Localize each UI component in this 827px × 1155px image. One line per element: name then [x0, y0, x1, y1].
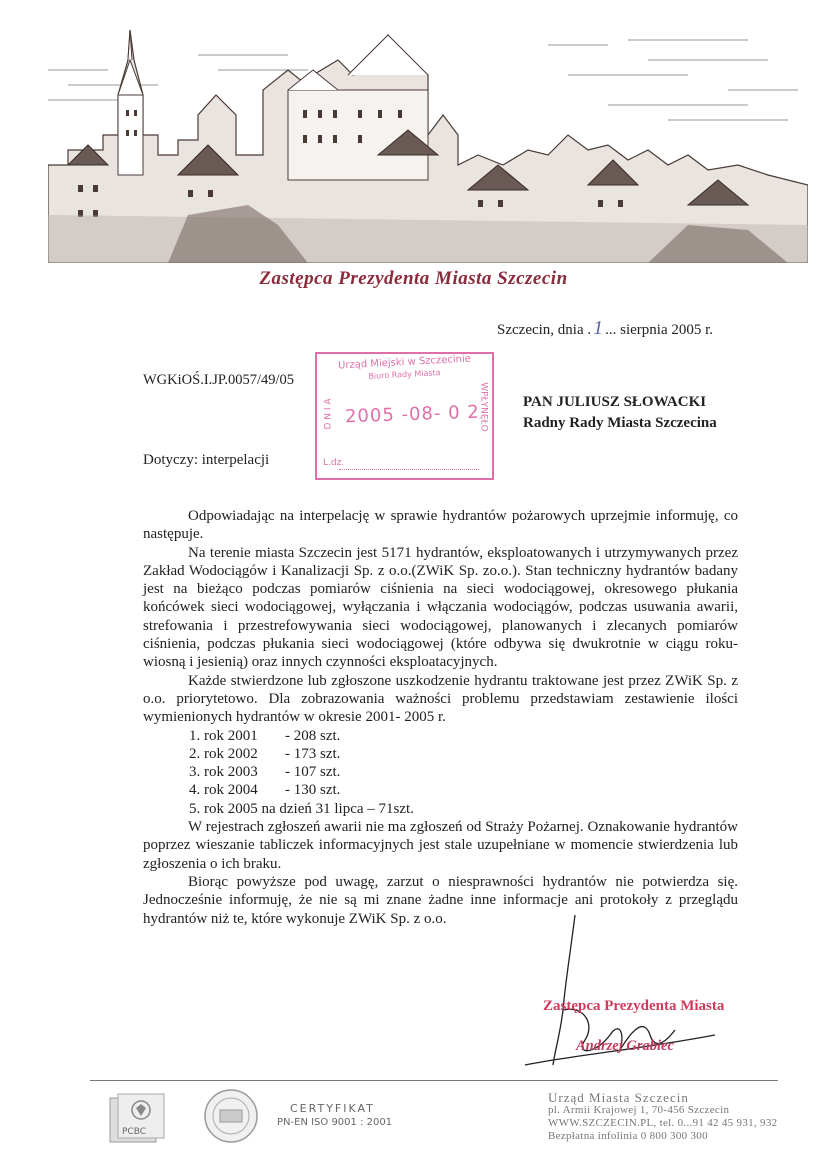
letter-body [143, 507, 738, 928]
list-count: - 173 szt. [285, 745, 341, 762]
list-count: - 130 szt. [285, 782, 341, 799]
list-year: 3. rok 2003 [189, 764, 258, 781]
paragraph: Każde stwierdzone lub zgłoszone uszkodzenie hydrantu traktowane jest przez ZWiK Sp. z o.o. priorytetowo. Dla zobrazowania ważności problemu przedstawiam zestawienie ilości wymienionych hydrantów w okresie 2001- 2005 r. [143, 672, 738, 726]
signature-name: Andrzej Grabiec [576, 1038, 674, 1054]
letter-date [497, 317, 713, 340]
reference-number: WGKiOŚ.I.JP.0057/49/05 [143, 372, 295, 388]
stamp-dotted-line [339, 469, 479, 470]
certificate-title: CERTYFIKAT [290, 1102, 375, 1115]
list-year: 4. rok 2004 [189, 782, 258, 799]
address-contact: WWW.SZCZECIN.PL, tel. 0...91 42 45 931, 932 [548, 1117, 778, 1129]
list-item [143, 781, 738, 799]
pcbc-label: PCBC [122, 1127, 147, 1137]
list-item [143, 745, 738, 763]
address-hotline: Bezpłatna infolinia 0 800 300 300 [548, 1130, 708, 1142]
list-year: 1. rok 2001 [189, 727, 258, 744]
city-skyline-illustration [48, 15, 808, 263]
date-day-handwritten: 1 [593, 317, 604, 339]
address-street: pl. Armii Krajowej 1, 70-456 Szczecin [548, 1104, 730, 1116]
paragraph: Odpowiadając na interpelację w sprawie hydrantów pożarowych uprzejmie informuję, co następuje. [143, 508, 738, 543]
pcbc-certification-logo [108, 1092, 172, 1144]
date-prefix: Szczecin, dnia . [497, 322, 592, 338]
stamp-date: 2005 -08- 0 2 [344, 401, 481, 428]
signature-title: Zastępca Prezydenta Miasta [543, 998, 725, 1014]
recipient-block [523, 392, 717, 434]
stamp-left-label: D N I A [323, 398, 334, 430]
stamp-right-label: WPŁYNĘŁO [478, 382, 489, 432]
list-item [143, 727, 738, 745]
list-count: - 107 szt. [285, 764, 341, 781]
letterhead-title: Zastępca Prezydenta Miasta Szczecin [259, 268, 568, 289]
list-count: - 208 szt. [285, 727, 341, 744]
quality-certificate-logo [203, 1088, 259, 1144]
list-year: 2. rok 2002 [189, 745, 258, 762]
stamp-department: Biuro Rady Miasta [368, 368, 441, 381]
regarding-line: Dotyczy: interpelacji [143, 452, 270, 468]
date-suffix: ... sierpnia 2005 r. [605, 322, 714, 338]
footer-divider [90, 1080, 778, 1081]
recipient-name: PAN JULIUSZ SŁOWACKI [523, 394, 707, 410]
paragraph: W rejestrach zgłoszeń awarii nie ma zgłoszeń od Straży Pożarnej. Oznakowanie hydrantów poprzez wieszanie tabliczek informacyjnych jest stale uzupełniane w momencie stwierdzenia lub zgłoszenia o ich braku. [143, 819, 738, 872]
certificate-standard: PN-EN ISO 9001 : 2001 [277, 1117, 393, 1128]
received-stamp [315, 352, 494, 480]
stamp-organization: Urząd Miejski w Szczecinie [337, 353, 472, 372]
list-last: 5. rok 2005 na dzień 31 lipca – 71szt. [189, 800, 414, 817]
office-address [548, 1091, 777, 1143]
recipient-role: Radny Rady Miasta Szczecina [523, 415, 717, 431]
list-item [143, 763, 738, 781]
stamp-ld-label: L.dz. [323, 458, 345, 468]
paragraph: Biorąc powyższe pod uwagę, zarzut o niesprawności hydrantów nie potwierdza się. Jednocześnie informuję, że nie są mi znane żadne inne informacje ani protokoły z przeglądu hydrantów niż te, które wykonuje ZWiK Sp. z o.o. [143, 873, 738, 927]
address-title: Urząd Miasta Szczecin [548, 1090, 689, 1105]
list-item [143, 800, 738, 818]
paragraph: Na terenie miasta Szczecin jest 5171 hydrantów, eksploatowanych i utrzymywanych przez Zakład Wodociągów i Kanalizacji Sp. z o.o.(ZWiK Sp. zo.o.). Stan techniczny hydrantów badany jest na bieżąco podczas pomiarów ciśnienia na sieci wodociągowej, okresowego płukania końcówek sieci wodociągowej, wyłączania i włączania wodociągów, podczas usuwania awarii, strefowania i przestrefowywania sieci wodociągowej, planowanych i zlecanych pomiarów ciśnienia, podczas płukania sieci wodociągowej (które odbywa się dwukrotnie w ciągu roku- wiosną i jesienią) oraz innych czynności eksploatacyjnych. [143, 544, 738, 671]
